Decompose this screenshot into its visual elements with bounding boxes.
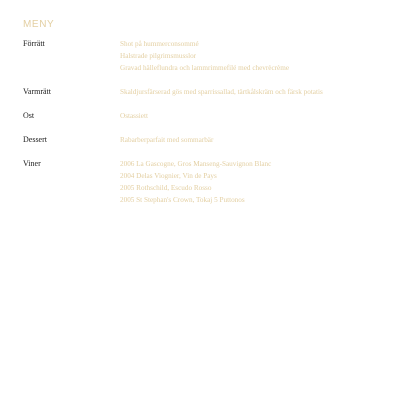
course-items bbox=[120, 134, 405, 146]
course-item: Skaldjursfärserad gös med sparrissallad, tärtkålskräm och färsk potatis bbox=[120, 88, 323, 96]
course-item: Rabarberparfait med sommarbär bbox=[120, 136, 214, 144]
course-item: Gravad hälleflundra och lammrimmefilé med chevrècrème bbox=[120, 64, 290, 72]
course-item: Halstrade pilgrimsmusslor bbox=[120, 52, 197, 60]
wine-item: 2006 La Gascogne, Gros Manseng-Sauvignon Blanc bbox=[120, 160, 272, 168]
course-items bbox=[120, 158, 405, 206]
course-items bbox=[120, 86, 405, 98]
course-item: Shot på hummerconsommé bbox=[120, 40, 199, 48]
wine-item: 2005 Rothschild, Escudo Rosso bbox=[120, 184, 212, 192]
course-label: Ost bbox=[23, 111, 35, 120]
course-item: Ostassiett bbox=[120, 112, 148, 120]
course-label: Dessert bbox=[23, 135, 47, 144]
course-label: Förrätt bbox=[23, 39, 45, 48]
menu-title: MENY bbox=[23, 19, 55, 30]
wine-item: 2004 Delas Viognier, Vin de Pays bbox=[120, 172, 217, 180]
course-items bbox=[120, 38, 405, 74]
course-label: Viner bbox=[23, 159, 41, 168]
course-label: Varmrätt bbox=[23, 87, 51, 96]
course-items bbox=[120, 110, 405, 122]
wine-item: 2005 St Stephan's Crown, Tokaj 5 Puttonos bbox=[120, 196, 245, 204]
